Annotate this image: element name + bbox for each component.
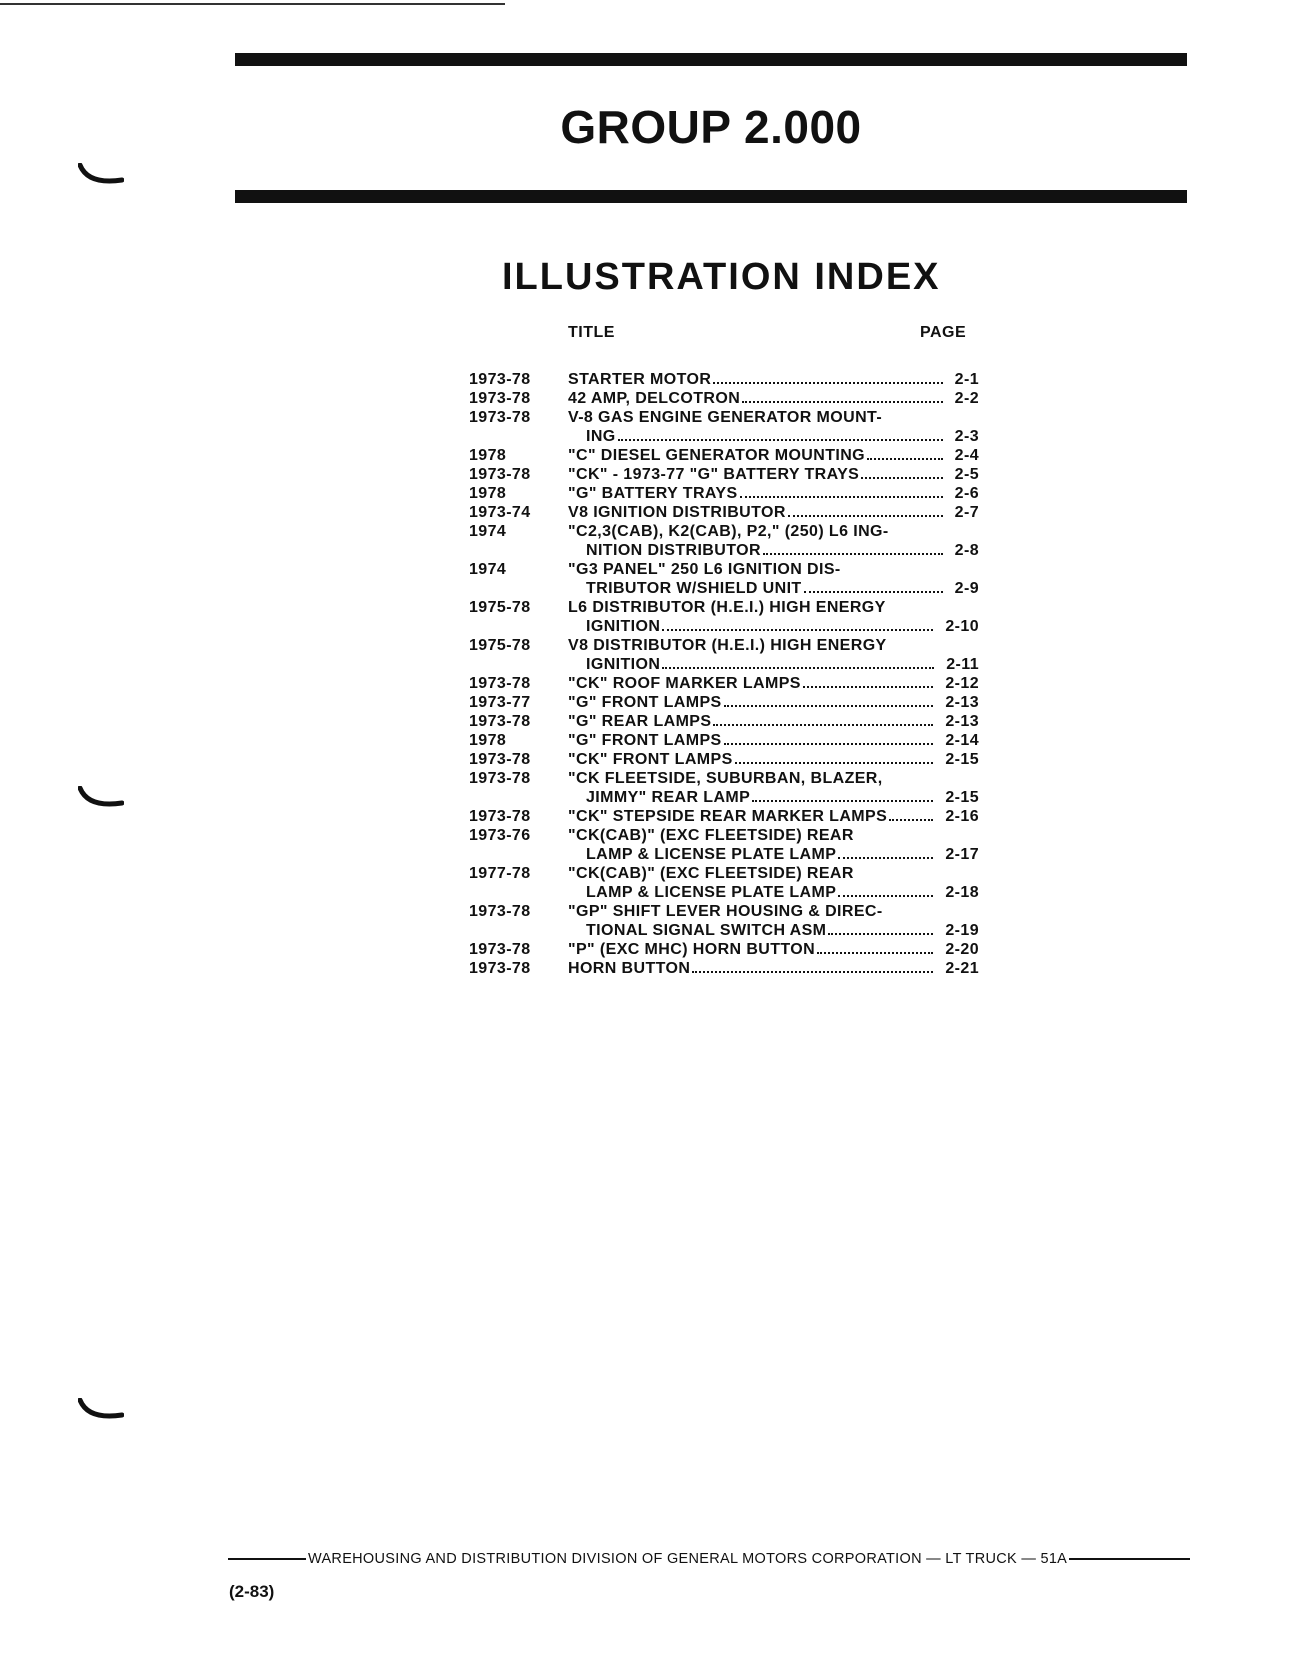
index-row-line [469,959,979,978]
index-title-cell [586,617,933,636]
index-title-cell [586,921,933,940]
top-rule-bar [235,53,1187,66]
index-page-number: 2-9 [954,580,979,597]
index-title-text: STARTER MOTOR [568,371,712,388]
index-title-text: "CK(CAB)" (EXC FLEETSIDE) REAR [568,827,854,844]
dot-leader [889,815,933,821]
index-title-text: IGNITION [586,656,661,673]
dot-leader [804,587,943,593]
index-page-number: 2-20 [945,941,979,958]
index-title-cell [568,826,854,845]
index-row [469,389,979,408]
index-row [469,807,979,826]
index-year: 1973-76 [469,827,531,844]
index-title-cell [568,940,933,959]
dot-leader [724,701,934,707]
dot-leader [838,891,933,897]
index-title-cell [568,712,933,731]
index-row-line [469,579,979,598]
index-title-text: "CK" ROOF MARKER LAMPS [568,675,801,692]
index-title-cell [586,427,943,446]
index-row-line [469,541,979,560]
index-year: 1978 [469,485,507,502]
index-row [469,750,979,769]
index-year: 1977-78 [469,865,531,882]
index-title-cell [568,864,854,883]
index-year: 1975-78 [469,637,531,654]
index-title-cell [568,484,943,503]
index-year: 1973-78 [469,903,531,920]
index-title: ILLUSTRATION INDEX [502,256,941,298]
index-row [469,408,979,446]
bottom-rule-bar [235,190,1187,203]
dot-leader [713,720,933,726]
dot-leader [803,682,934,688]
index-page-number: 2-13 [945,694,979,711]
index-year: 1973-78 [469,390,531,407]
index-year: 1973-78 [469,675,531,692]
index-page-number: 2-6 [954,485,979,502]
index-row [469,731,979,750]
index-title-text: TRIBUTOR W/SHIELD UNIT [586,580,802,597]
index-title-cell [568,503,943,522]
index-row [469,712,979,731]
index-title-cell [568,636,887,655]
index-page-number: 2-8 [954,542,979,559]
index-row-line [469,655,979,674]
index-title-cell [568,560,841,579]
index-row-line [469,921,979,940]
index-page-number: 2-5 [954,466,979,483]
index-title-text: "G" REAR LAMPS [568,713,712,730]
dot-leader [662,663,934,669]
footer-text: WAREHOUSING AND DISTRIBUTION DIVISION OF GENERAL MOTORS CORPORATION — LT TRUCK — 51A [308,1551,1068,1567]
index-row-line [469,807,979,826]
index-row-line [469,864,979,883]
index-title-cell [568,807,933,826]
dot-leader [828,929,933,935]
index-row-line [469,446,979,465]
index-row-line [469,693,979,712]
index-row [469,940,979,959]
index-row-line [469,636,979,655]
index-title-text: ING [586,428,616,445]
index-year: 1973-78 [469,941,531,958]
index-row-line [469,522,979,541]
dot-leader [861,473,942,479]
index-row [469,503,979,522]
index-row [469,826,979,864]
index-row [469,560,979,598]
index-title-text: "G" FRONT LAMPS [568,732,722,749]
binder-hole-mark-icon [78,1398,124,1422]
top-edge-line [0,3,505,5]
dot-leader [838,853,933,859]
index-row-line [469,731,979,750]
index-title-text: V8 DISTRIBUTOR (H.E.I.) HIGH ENERGY [568,637,887,654]
index-title-text: "CK FLEETSIDE, SUBURBAN, BLAZER, [568,770,883,787]
index-title-cell [586,579,943,598]
index-title-text: LAMP & LICENSE PLATE LAMP [586,884,837,901]
index-year: 1973-74 [469,504,531,521]
index-title-text: LAMP & LICENSE PLATE LAMP [586,846,837,863]
index-row-line [469,465,979,484]
index-title-cell [568,389,943,408]
index-title-cell [568,598,886,617]
index-year: 1974 [469,523,507,540]
index-year: 1973-78 [469,770,531,787]
binder-hole-mark-icon [78,163,124,187]
index-title-cell [568,750,933,769]
index-row-line [469,788,979,807]
dot-leader [618,435,943,441]
index-row-line [469,902,979,921]
footer-rule-left [228,1558,306,1560]
index-row-line [469,674,979,693]
index-title-text: 42 AMP, DELCOTRON [568,390,741,407]
index-row-line [469,712,979,731]
dot-leader [867,454,943,460]
index-page-number: 2-12 [945,675,979,692]
index-row [469,902,979,940]
index-title-cell [568,674,933,693]
index-row-line [469,598,979,617]
index-page-number: 2-7 [954,504,979,521]
index-title-text: NITION DISTRIBUTOR [586,542,761,559]
index-title-cell [568,769,883,788]
index-title-cell [586,788,933,807]
index-row [469,674,979,693]
illustration-index-table [469,370,979,978]
index-row [469,446,979,465]
index-year: 1973-78 [469,808,531,825]
revision-code: (2-83) [229,1582,275,1601]
index-title-cell [586,883,933,902]
index-row [469,769,979,807]
index-page-number: 2-13 [945,713,979,730]
index-row [469,465,979,484]
dot-leader [817,948,933,954]
index-title-text: "GP" SHIFT LEVER HOUSING & DIREC- [568,903,883,920]
index-title-text: "CK(CAB)" (EXC FLEETSIDE) REAR [568,865,854,882]
dot-leader [752,796,933,802]
index-page-number: 2-10 [945,618,979,635]
binder-hole-mark-icon [78,786,124,810]
index-year: 1973-78 [469,409,531,426]
index-row-line [469,427,979,446]
index-year: 1973-77 [469,694,531,711]
dot-leader [692,967,933,973]
index-page-number: 2-2 [954,390,979,407]
footer-rule-right [1069,1558,1190,1560]
index-row-line [469,484,979,503]
index-title-text: "CK" - 1973-77 "G" BATTERY TRAYS [568,466,860,483]
index-title-text: HORN BUTTON [568,960,691,977]
index-row-line [469,750,979,769]
index-page-number: 2-1 [954,371,979,388]
dot-leader [662,625,933,631]
index-title-cell [586,655,934,674]
dot-leader [740,492,943,498]
index-page-number: 2-3 [954,428,979,445]
index-year: 1973-78 [469,960,531,977]
dot-leader [724,739,934,745]
index-row-line [469,883,979,902]
group-title: GROUP 2.000 [560,101,862,153]
index-title-text: "CK" FRONT LAMPS [568,751,733,768]
index-page-number: 2-16 [945,808,979,825]
index-row [469,693,979,712]
index-row [469,522,979,560]
index-page-number: 2-17 [945,846,979,863]
column-header-page: PAGE [920,324,967,341]
index-row-line [469,617,979,636]
index-title-text: IGNITION [586,618,661,635]
index-year: 1973-78 [469,466,531,483]
index-page-number: 2-18 [945,884,979,901]
index-title-cell [568,446,943,465]
index-year: 1978 [469,447,507,464]
index-row-line [469,560,979,579]
index-page-number: 2-19 [945,922,979,939]
index-title-cell [568,959,933,978]
index-year: 1978 [469,732,507,749]
index-title-cell [568,465,943,484]
index-title-cell [568,408,882,427]
index-title-text: JIMMY" REAR LAMP [586,789,751,806]
index-page-number: 2-11 [946,656,979,673]
index-year: 1973-78 [469,371,531,388]
dot-leader [742,397,943,403]
index-row [469,864,979,902]
index-year: 1973-78 [469,713,531,730]
index-page-number: 2-14 [945,732,979,749]
footer [228,1551,1190,1567]
column-header-title: TITLE [568,324,615,341]
index-row-line [469,845,979,864]
index-row-line [469,940,979,959]
dot-leader [788,511,943,517]
index-page-number: 2-15 [945,751,979,768]
index-title-cell [568,522,889,541]
dot-leader [763,549,943,555]
index-row-line [469,389,979,408]
index-title-cell [568,370,943,389]
index-row [469,959,979,978]
index-row [469,598,979,636]
index-year: 1974 [469,561,507,578]
index-row [469,636,979,674]
index-year: 1975-78 [469,599,531,616]
index-title-cell [568,693,933,712]
index-title-cell [568,731,933,750]
index-title-text: "P" (EXC MHC) HORN BUTTON [568,941,816,958]
index-year: 1973-78 [469,751,531,768]
dot-leader [735,758,934,764]
index-title-text: L6 DISTRIBUTOR (H.E.I.) HIGH ENERGY [568,599,886,616]
index-title-cell [586,541,943,560]
index-page-number: 2-21 [945,960,979,977]
index-title-text: "G" BATTERY TRAYS [568,485,738,502]
index-row-line [469,370,979,389]
index-row-line [469,826,979,845]
index-page-number: 2-15 [945,789,979,806]
index-title-cell [586,845,933,864]
dot-leader [713,378,942,384]
index-row [469,484,979,503]
index-title-text: V-8 GAS ENGINE GENERATOR MOUNT- [568,409,883,426]
index-title-text: "G" FRONT LAMPS [568,694,722,711]
index-title-text: "C" DIESEL GENERATOR MOUNTING [568,447,866,464]
index-row-line [469,503,979,522]
index-title-text: "CK" STEPSIDE REAR MARKER LAMPS [568,808,888,825]
index-row-line [469,408,979,427]
index-title-text: "C2,3(CAB), K2(CAB), P2," (250) L6 ING- [568,523,889,540]
index-title-cell [568,902,883,921]
index-title-text: TIONAL SIGNAL SWITCH ASM [586,922,827,939]
index-page-number: 2-4 [954,447,979,464]
index-row-line [469,769,979,788]
index-row [469,370,979,389]
index-title-text: V8 IGNITION DISTRIBUTOR [568,504,786,521]
index-title-text: "G3 PANEL" 250 L6 IGNITION DIS- [568,561,841,578]
